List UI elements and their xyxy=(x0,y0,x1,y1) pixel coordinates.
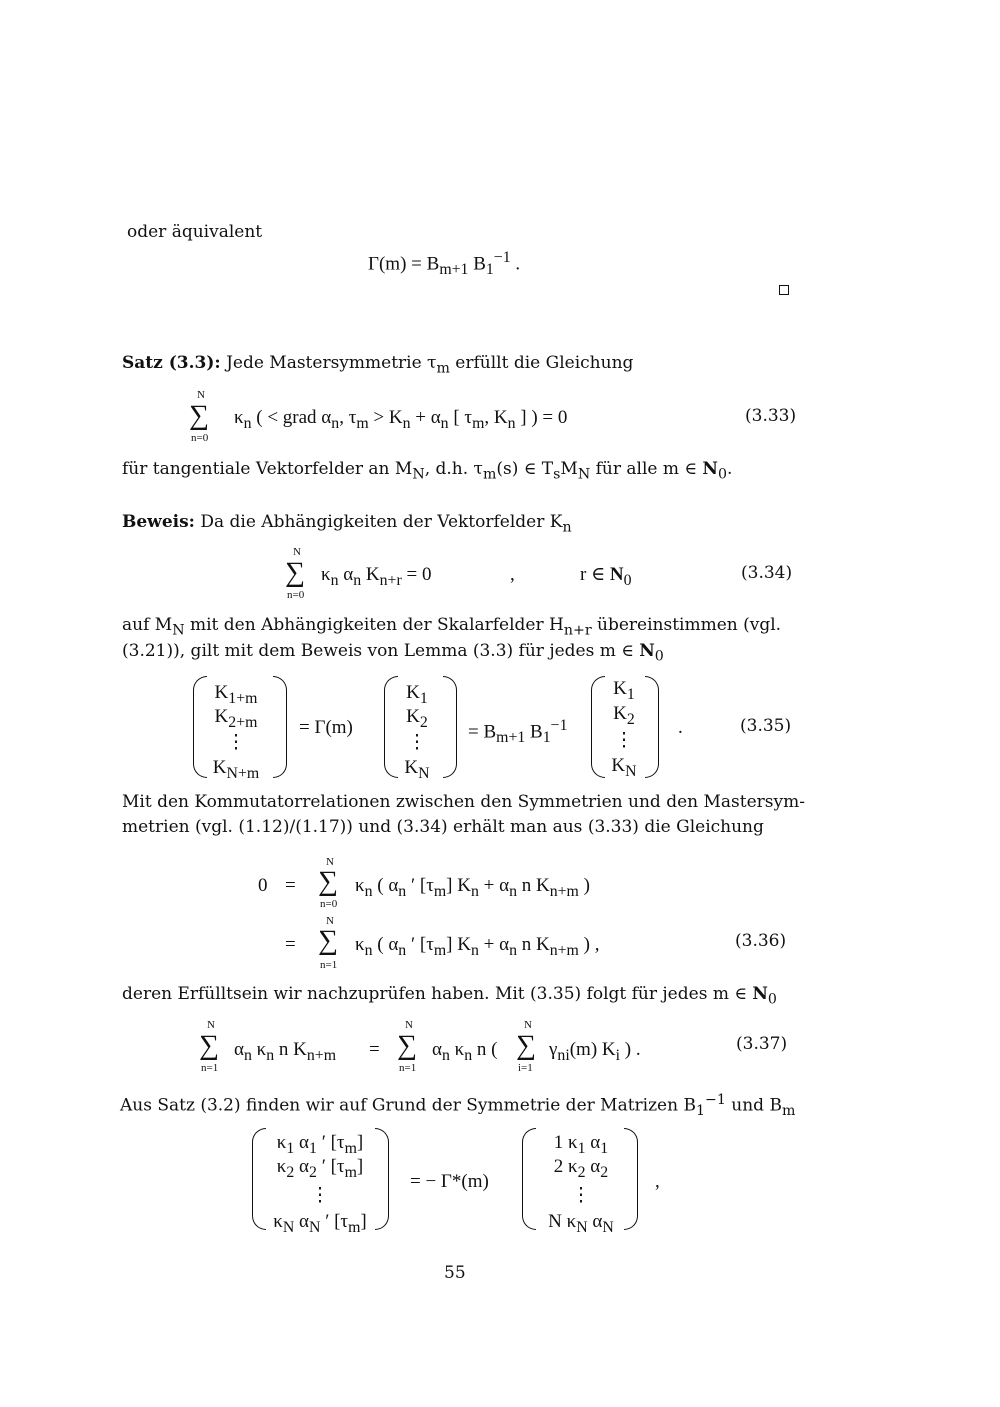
equation-tail: , xyxy=(655,1171,660,1192)
sum-upper: N xyxy=(405,1019,413,1031)
equals: = xyxy=(369,1039,380,1060)
lhs: 0 xyxy=(258,875,268,896)
sum-upper: N xyxy=(207,1019,215,1031)
vector-entry: $K_{2+m}$ xyxy=(214,706,258,731)
right-paren xyxy=(624,1128,638,1230)
para2-line-1: Mit den Kommutatorrelationen zwischen den Symmetrien und den Mastersym- xyxy=(122,792,805,812)
equation-number: (3.37) xyxy=(736,1034,788,1054)
rhs-part-b: $\gamma_{ni}(m)$ $K_i$ ) . xyxy=(549,1039,641,1064)
beweis-after-line-2: (3.21)), gilt mit dem Beweis von Lemma (3.3) für jedes m ∈ $N_0$ xyxy=(122,641,664,665)
sum-lower: n=1 xyxy=(201,1062,219,1074)
right-paren xyxy=(375,1128,389,1230)
sum-lower: n=0 xyxy=(287,589,305,601)
operator: = − Γ*(m) xyxy=(410,1171,489,1192)
equation-comma: , xyxy=(510,564,515,585)
sum-lower: i=1 xyxy=(518,1062,533,1074)
right-paren xyxy=(443,676,457,778)
beweis-paragraph xyxy=(122,514,572,535)
satz-after: für tangentiale Vektorfelder an $M_N$, d.h. $\tau_m(s)$ ∈ $T_sM_N$ für alle m ∈ $N_0$. xyxy=(122,459,733,483)
equation-number: (3.35) xyxy=(740,716,792,736)
vector-entry: ⋮ xyxy=(571,1185,591,1206)
right-paren xyxy=(645,676,659,778)
satz-text: Jede Mastersymmetrie $\tau_m$ erfüllt die Gleichung xyxy=(226,353,634,377)
lhs: $\alpha_n$ $\kappa_n$ n $K_{n+m}$ xyxy=(234,1039,337,1064)
equals: = xyxy=(285,934,296,955)
beweis-after-line-1: auf $M_N$ mit den Abhängigkeiten der Skalarfelder $H_{n+r}$ übereinstimmen (vgl. xyxy=(122,615,782,639)
equals: = xyxy=(285,875,296,896)
operator: = $B_{m+1}$ $B_1^{-1}$ xyxy=(468,717,568,747)
vector-entry: $\kappa_N$ $\alpha_N$ ′ $[\tau_m]$ xyxy=(273,1211,367,1236)
satz-label: Satz (3.3): xyxy=(122,353,221,373)
vector-entry: $K_N$ xyxy=(611,755,637,780)
para3-line: deren Erfülltsein wir nachzuprüfen haben. Mit (3.35) folgt für jedes m ∈ $N_0$ xyxy=(122,984,777,1008)
vector-entry: $K_{N+m}$ xyxy=(212,757,260,782)
sum-symbol: ∑ xyxy=(318,866,338,897)
vector-entry: $\kappa_1$ $\alpha_1$ ′ $[\tau_m]$ xyxy=(276,1132,364,1157)
equation-3-34: $\kappa_n$ $\alpha_n$ $K_{n+r} = 0$ xyxy=(321,564,432,589)
vector-entry: 1 $\kappa_1$ $\alpha_1$ xyxy=(553,1132,609,1157)
equation-tail: . xyxy=(678,717,683,738)
right-paren xyxy=(273,676,287,778)
sum-upper: N xyxy=(326,915,334,927)
equation-3-33: $\kappa_n$ ( < grad $\alpha_n$, $\tau_m > K_n + \alpha_n$ [ $\tau_m$, $K_n$ ] ) = 0 xyxy=(234,407,568,432)
equation-condition: r ∈ $N_0$ xyxy=(580,564,632,589)
beweis-label: Beweis: xyxy=(122,512,195,532)
sum-symbol: ∑ xyxy=(285,557,305,588)
operator: = Γ(m) xyxy=(299,717,353,738)
rhs-part-a: $\alpha_n$ $\kappa_n$ n ( xyxy=(432,1039,498,1064)
sum-symbol: ∑ xyxy=(397,1030,417,1061)
vector-entry: ⋮ xyxy=(310,1185,330,1206)
vector-entry: $K_1$ xyxy=(406,682,428,707)
sum-symbol: ∑ xyxy=(318,925,338,956)
vector-entry: $K_{1+m}$ xyxy=(214,682,258,707)
qed-square xyxy=(779,285,789,295)
sum-lower: n=0 xyxy=(320,898,338,910)
satz-paragraph xyxy=(122,355,633,376)
sum-upper: N xyxy=(524,1019,532,1031)
sum-lower: n=0 xyxy=(191,432,209,444)
para4-line: Aus Satz (3.2) finden wir auf Grund der Symmetrie der Matrizen $B_1^{-1}$ und $B_m$ xyxy=(120,1092,796,1120)
vector-entry: $K_2$ xyxy=(406,706,428,731)
equation-number: (3.33) xyxy=(745,406,797,426)
page-number: 55 xyxy=(444,1263,466,1283)
vector-entry: ⋮ xyxy=(407,732,427,753)
equation-number: (3.34) xyxy=(741,563,793,583)
vector-entry: ⋮ xyxy=(614,730,634,751)
sum-lower: n=1 xyxy=(399,1062,417,1074)
intro-text: oder äquivalent xyxy=(127,222,263,242)
sum-symbol: ∑ xyxy=(189,400,209,431)
sum-upper: N xyxy=(293,546,301,558)
sum-upper: N xyxy=(326,856,334,868)
formula-gamma: $\Gamma(m) = B_{m+1}$ $B_1^{-1}$ . xyxy=(368,249,521,279)
vector-entry: $\kappa_2$ $\alpha_2$ ′ $[\tau_m]$ xyxy=(276,1156,364,1181)
vector-entry: N $\kappa_N$ $\alpha_N$ xyxy=(548,1211,614,1236)
beweis-text: Da die Abhängigkeiten der Vektorfelder $K_n$ xyxy=(200,512,572,536)
vector-entry: ⋮ xyxy=(226,732,246,753)
vector-entry: 2 $\kappa_2$ $\alpha_2$ xyxy=(553,1156,609,1181)
sum-lower: n=1 xyxy=(320,959,338,971)
sum-symbol: ∑ xyxy=(199,1030,219,1061)
sum-symbol: ∑ xyxy=(516,1030,536,1061)
vector-entry: $K_2$ xyxy=(613,703,635,728)
vector-entry: $K_1$ xyxy=(613,678,635,703)
equation-number: (3.36) xyxy=(735,931,787,951)
vector-entry: $K_N$ xyxy=(404,757,430,782)
row-2: $\kappa_n$ ( $\alpha_n$ ′ $[\tau_m] K_n + \alpha_n$ n $K_{n+m}$ ) , xyxy=(355,934,600,959)
para2-line-2: metrien (vgl. (1.12)/(1.17)) und (3.34) erhält man aus (3.33) die Gleichung xyxy=(122,817,764,837)
row-1: $\kappa_n$ ( $\alpha_n$ ′ $[\tau_m] K_n + \alpha_n$ n $K_{n+m}$ ) xyxy=(355,875,590,900)
sum-upper: N xyxy=(197,389,205,401)
